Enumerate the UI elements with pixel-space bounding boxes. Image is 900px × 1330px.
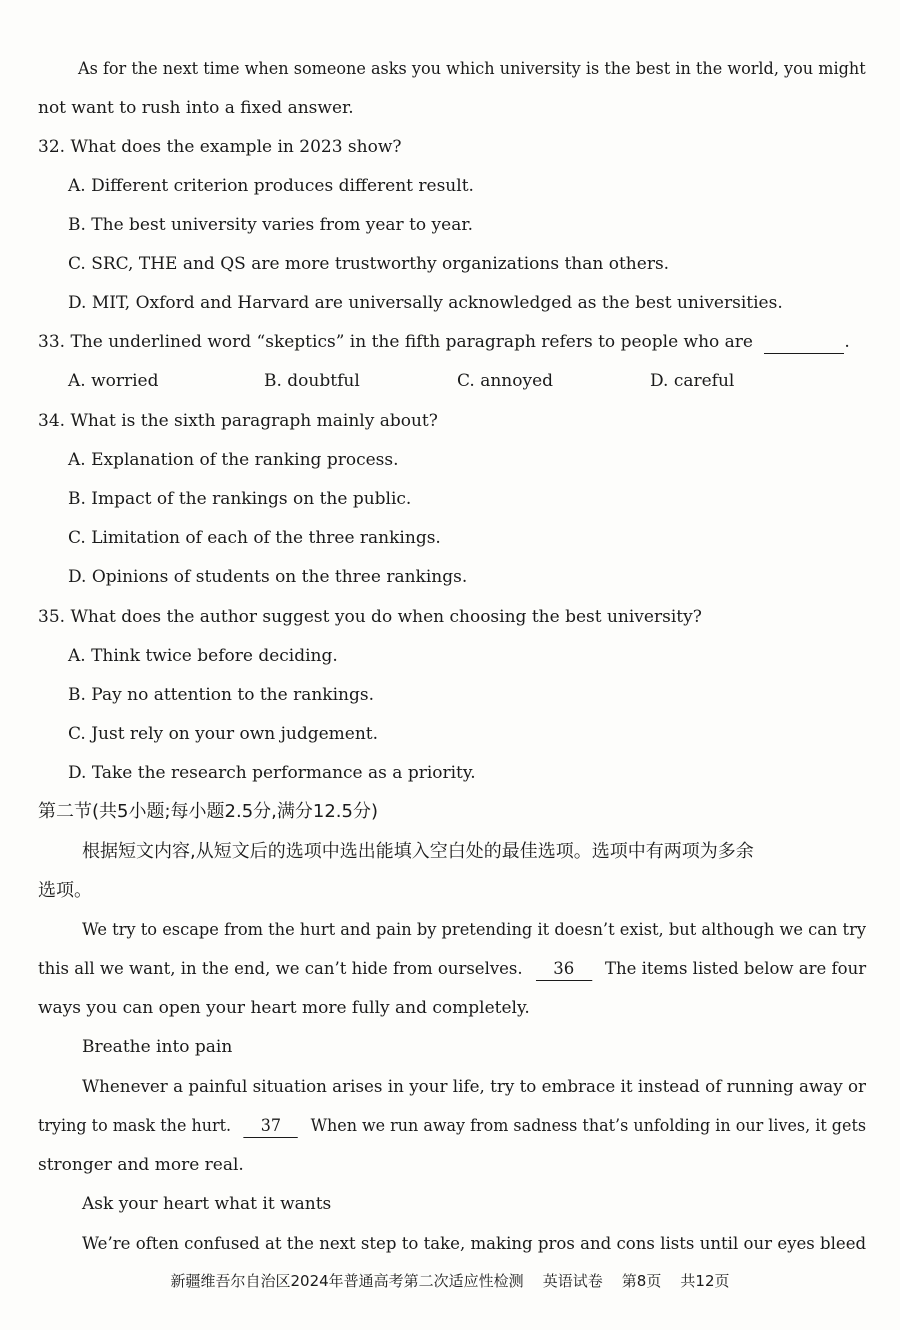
- q34-option-d: D. Opinions of students on the three rankings.: [68, 567, 468, 587]
- q32-question: 32. What does the example in 2023 show?: [38, 137, 402, 157]
- q32-option-b: B. The best university varies from year to year.: [68, 215, 474, 235]
- section-2-instruction-line-1: 根据短文内容,从短文后的选项中选出能填入空白处的最佳选项。选项中有两项为多余: [82, 841, 754, 862]
- intro-line-2: not want to rush into a fixed answer.: [38, 98, 354, 118]
- q35-option-d: D. Take the research performance as a priority.: [68, 763, 476, 783]
- q33-option-a: A. worried: [68, 371, 159, 391]
- q35-question: 35. What does the author suggest you do when choosing the best university?: [38, 607, 702, 627]
- q35-option-b: B. Pay no attention to the rankings.: [68, 685, 374, 705]
- q33-question-row: [38, 331, 850, 354]
- q32-option-d: D. MIT, Oxford and Harvard are universally acknowledged as the best universities.: [68, 293, 783, 313]
- q34-option-c: C. Limitation of each of the three rankings.: [68, 528, 441, 548]
- passage-p2-line-2-end: When we run away from sadness that’s unfolding in our lives, it gets: [310, 1116, 867, 1136]
- q33-option-c: C. annoyed: [457, 371, 554, 391]
- q35-option-a: A. Think twice before deciding.: [68, 646, 338, 666]
- q33-answer-blank: [764, 331, 844, 354]
- passage-heading-breathe: Breathe into pain: [82, 1037, 233, 1057]
- q34-option-a: A. Explanation of the ranking process.: [68, 450, 399, 470]
- q32-option-c: C. SRC, THE and QS are more trustworthy organizations than others.: [68, 254, 670, 274]
- blank-37: 37: [244, 1115, 298, 1138]
- q34-option-b: B. Impact of the rankings on the public.: [68, 489, 412, 509]
- q33-end: .: [844, 332, 850, 352]
- passage-p1-line-3: ways you can open your heart more fully and completely.: [38, 998, 530, 1018]
- q33-option-b: B. doubtful: [264, 371, 360, 391]
- passage-p2-line-3: stronger and more real.: [38, 1155, 244, 1175]
- passage-p1-line-2: [38, 958, 866, 981]
- passage-p1-line-2-end: The items listed below are four: [604, 959, 867, 979]
- section-2-instruction-line-2: 选项。: [38, 880, 92, 901]
- passage-p1-line-1: We try to escape from the hurt and pain by pretending it doesn’t exist, but although we can try: [82, 920, 867, 940]
- q33-question: 33. The underlined word “skeptics” in the fifth paragraph refers to people who are: [38, 332, 753, 352]
- intro-line-1: As for the next time when someone asks you which university is the best in the world, you might: [78, 59, 866, 79]
- passage-p2-line-1: Whenever a painful situation arises in your life, try to embrace it instead of running away or: [82, 1077, 867, 1097]
- passage-p2-line-2: [38, 1115, 866, 1138]
- q33-option-d: D. careful: [650, 371, 735, 391]
- q32-option-a: A. Different criterion produces different result.: [68, 176, 474, 196]
- passage-heading-ask: Ask your heart what it wants: [82, 1194, 332, 1214]
- section-2-heading: 第二节(共5小题;每小题2.5分,满分12.5分): [38, 801, 378, 822]
- passage-p3-line-1: We’re often confused at the next step to take, making pros and cons lists until our eyes bleed: [82, 1234, 867, 1254]
- passage-p1-line-2-start: this all we want, in the end, we can’t hide from ourselves.: [38, 959, 523, 979]
- page-footer: 新疆维吾尔自治区2024年普通高考第二次适应性检测 英语试卷 第8页 共12页: [170, 1272, 730, 1290]
- passage-p2-line-2-start: trying to mask the hurt.: [38, 1116, 232, 1136]
- q35-option-c: C. Just rely on your own judgement.: [68, 724, 379, 744]
- blank-36: 36: [536, 958, 592, 981]
- q34-question: 34. What is the sixth paragraph mainly about?: [38, 411, 438, 431]
